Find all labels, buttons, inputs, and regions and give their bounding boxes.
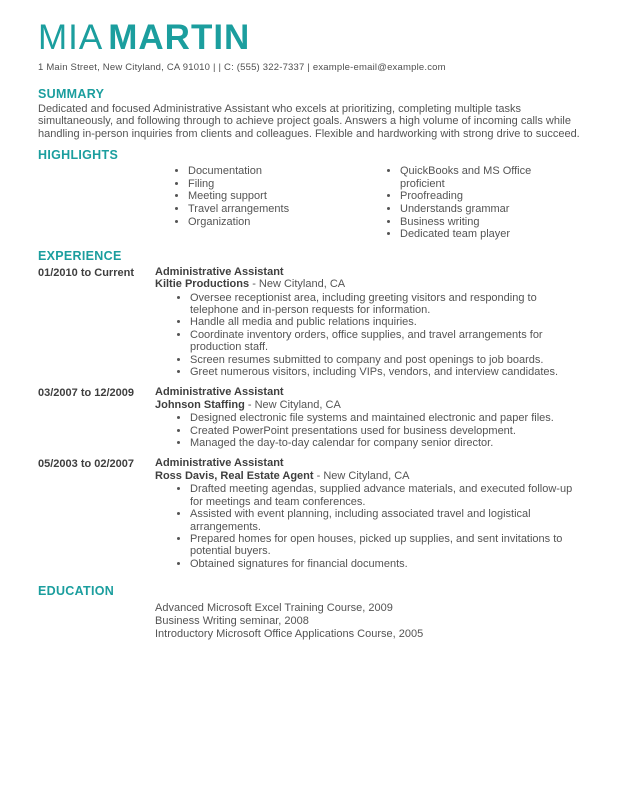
highlights-columns (38, 162, 580, 241)
highlight-item: • Documentation (188, 165, 358, 178)
job-company: Johnson Staffing (155, 398, 245, 411)
job-entry (38, 457, 580, 570)
job-bullet: • Coordinate inventory orders, office supplies, and travel arrangements for production staff. (190, 329, 580, 354)
job-title: Administrative Assistant (155, 265, 284, 278)
job-company-line (155, 399, 580, 411)
highlights-heading: HIGHLIGHTS (38, 148, 119, 163)
highlight-item: • QuickBooks and MS Office proficient (400, 165, 550, 190)
summary-section (38, 87, 580, 140)
education-items (155, 602, 580, 641)
job-bullet: • Greet numerous visitors, including VIPs, vendors, and interview candidates. (190, 366, 580, 378)
experience-heading: EXPERIENCE (38, 248, 122, 263)
job-bullet: • Handle all media and public relations inquiries. (190, 316, 580, 328)
candidate-first-name: MIA (38, 18, 104, 57)
job-body (155, 386, 580, 449)
highlight-item: • Meeting support (188, 190, 358, 203)
education-heading: EDUCATION (38, 584, 115, 599)
highlight-item: • Understands grammar (400, 203, 550, 216)
summary-heading: SUMMARY (38, 87, 105, 101)
highlights-section (38, 148, 580, 241)
job-dates: 01/2010 to Current (38, 266, 134, 279)
highlight-item: • Proofreading (400, 190, 550, 203)
job-location: - New Cityland, CA (252, 278, 346, 291)
summary-text: Dedicated and focused Administrative Assistant who excels at prioritizing, completing multiple tasks simultaneously, and following through to achieve project goals. Answers a high volume of incoming calls while handling in-person inquiries from clients and colleagues. Flexible and hardworking with strong drive to succeed. (38, 103, 580, 140)
job-dates: 05/2003 to 02/2007 (38, 458, 135, 471)
job-bullet-list (155, 412, 580, 449)
education-section (38, 584, 580, 641)
candidate-last-name: MARTIN (108, 18, 251, 57)
job-bullet: • Prepared homes for open houses, picked up supplies, and sent invitations to potential buyers. (190, 533, 580, 558)
highlight-item: • Business writing (400, 216, 550, 229)
highlight-item: • Organization (188, 216, 358, 229)
candidate-name (38, 18, 580, 58)
job-title: Administrative Assistant (155, 457, 284, 470)
job-bullet: • Created PowerPoint presentations used for business development. (190, 425, 580, 437)
highlight-item: • Dedicated team player (400, 228, 550, 241)
job-entry (38, 266, 580, 379)
contact-line: 1 Main Street, New Cityland, CA 91010 | | C: (555) 322-7337 | example-email@example.com (38, 62, 446, 73)
education-item: Advanced Microsoft Excel Training Course, 2009 (155, 602, 393, 615)
highlight-item: • Filing (188, 178, 358, 191)
experience-section (38, 249, 580, 570)
highlights-list-left (170, 165, 358, 241)
job-company: Ross Davis, Real Estate Agent (155, 469, 314, 482)
job-body (155, 266, 580, 379)
job-bullet: • Obtained signatures for financial documents. (190, 558, 580, 570)
job-bullet: • Designed electronic file systems and maintained electronic and paper files. (190, 412, 580, 424)
job-body (155, 457, 580, 570)
job-location: - New Cityland, CA (247, 398, 341, 411)
job-bullet: • Managed the day-to-day calendar for company senior director. (190, 437, 580, 449)
job-bullet: • Assisted with event planning, including associated travel and logistical arrangements. (190, 508, 580, 533)
highlights-list-right (382, 165, 550, 241)
job-entry (38, 386, 580, 449)
job-bullet-list (155, 292, 580, 379)
job-location: - New Cityland, CA (316, 469, 410, 482)
job-bullet: • Oversee receptionist area, including greeting visitors and responding to telephone and in-person requests for information. (190, 292, 580, 317)
highlight-item: • Travel arrangements (188, 203, 358, 216)
job-dates: 03/2007 to 12/2009 (38, 387, 135, 400)
job-bullet: • Drafted meeting agendas, supplied advance materials, and executed follow-up for meetings and team conferences. (190, 483, 580, 508)
education-item: Business Writing seminar, 2008 (155, 615, 309, 628)
education-item: Introductory Microsoft Office Applications Course, 2005 (155, 628, 424, 641)
job-title: Administrative Assistant (155, 386, 284, 399)
job-bullet-list (155, 483, 580, 570)
job-company: Kiltie Productions (155, 278, 250, 291)
job-company-line (155, 470, 580, 482)
job-bullet: • Screen resumes submitted to company and post openings to job boards. (190, 354, 580, 366)
job-company-line (155, 278, 580, 290)
